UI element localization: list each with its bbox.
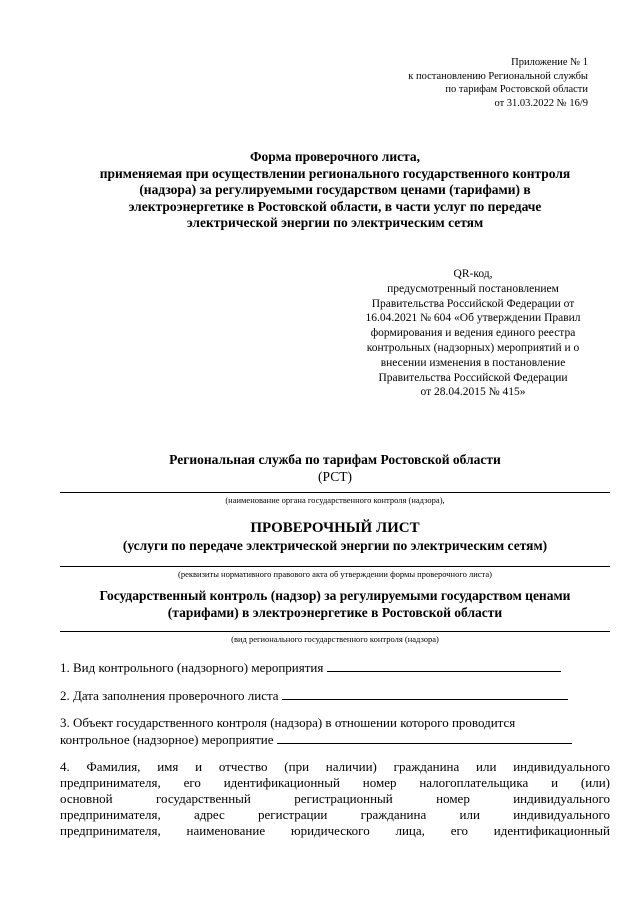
form-title-line: (надзора) за регулируемыми государством ценами (тарифами) в xyxy=(139,182,531,197)
item-label: 3. Объект государственного контроля (надзора) в отношении которого проводится xyxy=(60,715,516,730)
organization xyxy=(60,451,610,485)
form-title xyxy=(60,149,610,232)
qr-note-line: Правительства Российской Федерации xyxy=(378,371,568,384)
qr-note-line: QR-код, xyxy=(453,268,493,280)
checklist-rule xyxy=(60,566,610,567)
checklist-heading xyxy=(60,520,610,554)
control-kind-caption: (вид регионального государственного контроля (надзора) xyxy=(231,634,439,644)
appendix-line: по тарифам Ростовской области xyxy=(445,84,588,95)
organization-abbr: (РСТ) xyxy=(318,469,352,484)
control-event-type-field[interactable] xyxy=(327,659,561,672)
item-control-object xyxy=(60,715,610,748)
item-label: контрольное (надзорное) мероприятие xyxy=(60,732,274,747)
item-text-line: предпринимателя, наименование юридического лица, его идентификационный xyxy=(60,823,610,838)
organization-name: Региональная служба по тарифам Ростовской области xyxy=(169,452,501,467)
checklist-subtitle: (услуги по передаче электрической энергии по электрическим сетям) xyxy=(122,538,548,553)
qr-note-line: предусмотренный постановлением xyxy=(387,282,559,295)
item-text-line: основной государственный регистрационный номер индивидуального xyxy=(60,791,610,806)
form-title-line: электрической энергии по электрическим сетям xyxy=(186,215,484,230)
qr-note-line: Правительства Российской Федерации от xyxy=(371,297,575,310)
checklist-title: ПРОВЕРОЧНЫЙ ЛИСТ xyxy=(250,520,420,536)
control-kind xyxy=(60,587,610,621)
organization-rule xyxy=(60,492,610,493)
item-text-line: предпринимателя, адрес регистрации гражданина или индивидуального xyxy=(60,807,610,822)
item-text-line: 4. Фамилия, имя и отчество (при наличии) гражданина или индивидуального xyxy=(60,759,610,774)
item-label: 1. Вид контрольного (надзорного) мероприятия xyxy=(60,660,324,675)
qr-note-line: внесении изменения в постановление xyxy=(380,356,566,369)
organization-caption: (наименование органа государственного контроля (надзора), xyxy=(225,495,445,505)
item-subject-details xyxy=(60,759,610,839)
control-kind-rule xyxy=(60,631,610,632)
qr-note-line: контрольных (надзорных) мероприятий и о xyxy=(366,341,580,354)
item-control-event-type xyxy=(60,659,610,676)
item-text-line: предпринимателя, его идентификационный номер налогоплательщика и (или) xyxy=(60,775,610,790)
control-object-field[interactable] xyxy=(277,731,572,744)
qr-note-line: формирования и ведения единого реестра xyxy=(370,327,576,340)
appendix-header xyxy=(408,56,588,110)
appendix-line: от 31.03.2022 № 16/9 xyxy=(494,97,588,109)
item-label: 2. Дата заполнения проверочного листа xyxy=(60,688,279,703)
form-title-line: Форма проверочного листа, xyxy=(249,149,421,164)
qr-note-line: 16.04.2021 № 604 «Об утверждении Правил xyxy=(365,312,581,325)
form-title-line: электроэнергетике в Ростовской области, в части услуг по передаче xyxy=(128,198,542,214)
item-fill-date xyxy=(60,687,610,704)
qr-code-note xyxy=(343,267,603,400)
control-kind-line: (тарифами) в электроэнергетике в Ростовской области xyxy=(167,605,503,620)
appendix-line: к постановлению Региональной службы xyxy=(408,70,588,82)
control-kind-line: Государственный контроль (надзор) за регулируемыми государством ценами xyxy=(99,588,571,603)
form-title-line: применяемая при осуществлении регионального государственного контроля xyxy=(99,165,571,181)
checklist-caption: (реквизиты нормативного правового акта об утверждении формы проверочного листа) xyxy=(178,569,492,579)
qr-note-line: от 28.04.2015 № 415» xyxy=(420,386,526,399)
appendix-line: Приложение № 1 xyxy=(511,57,588,68)
fill-date-field[interactable] xyxy=(282,687,568,700)
